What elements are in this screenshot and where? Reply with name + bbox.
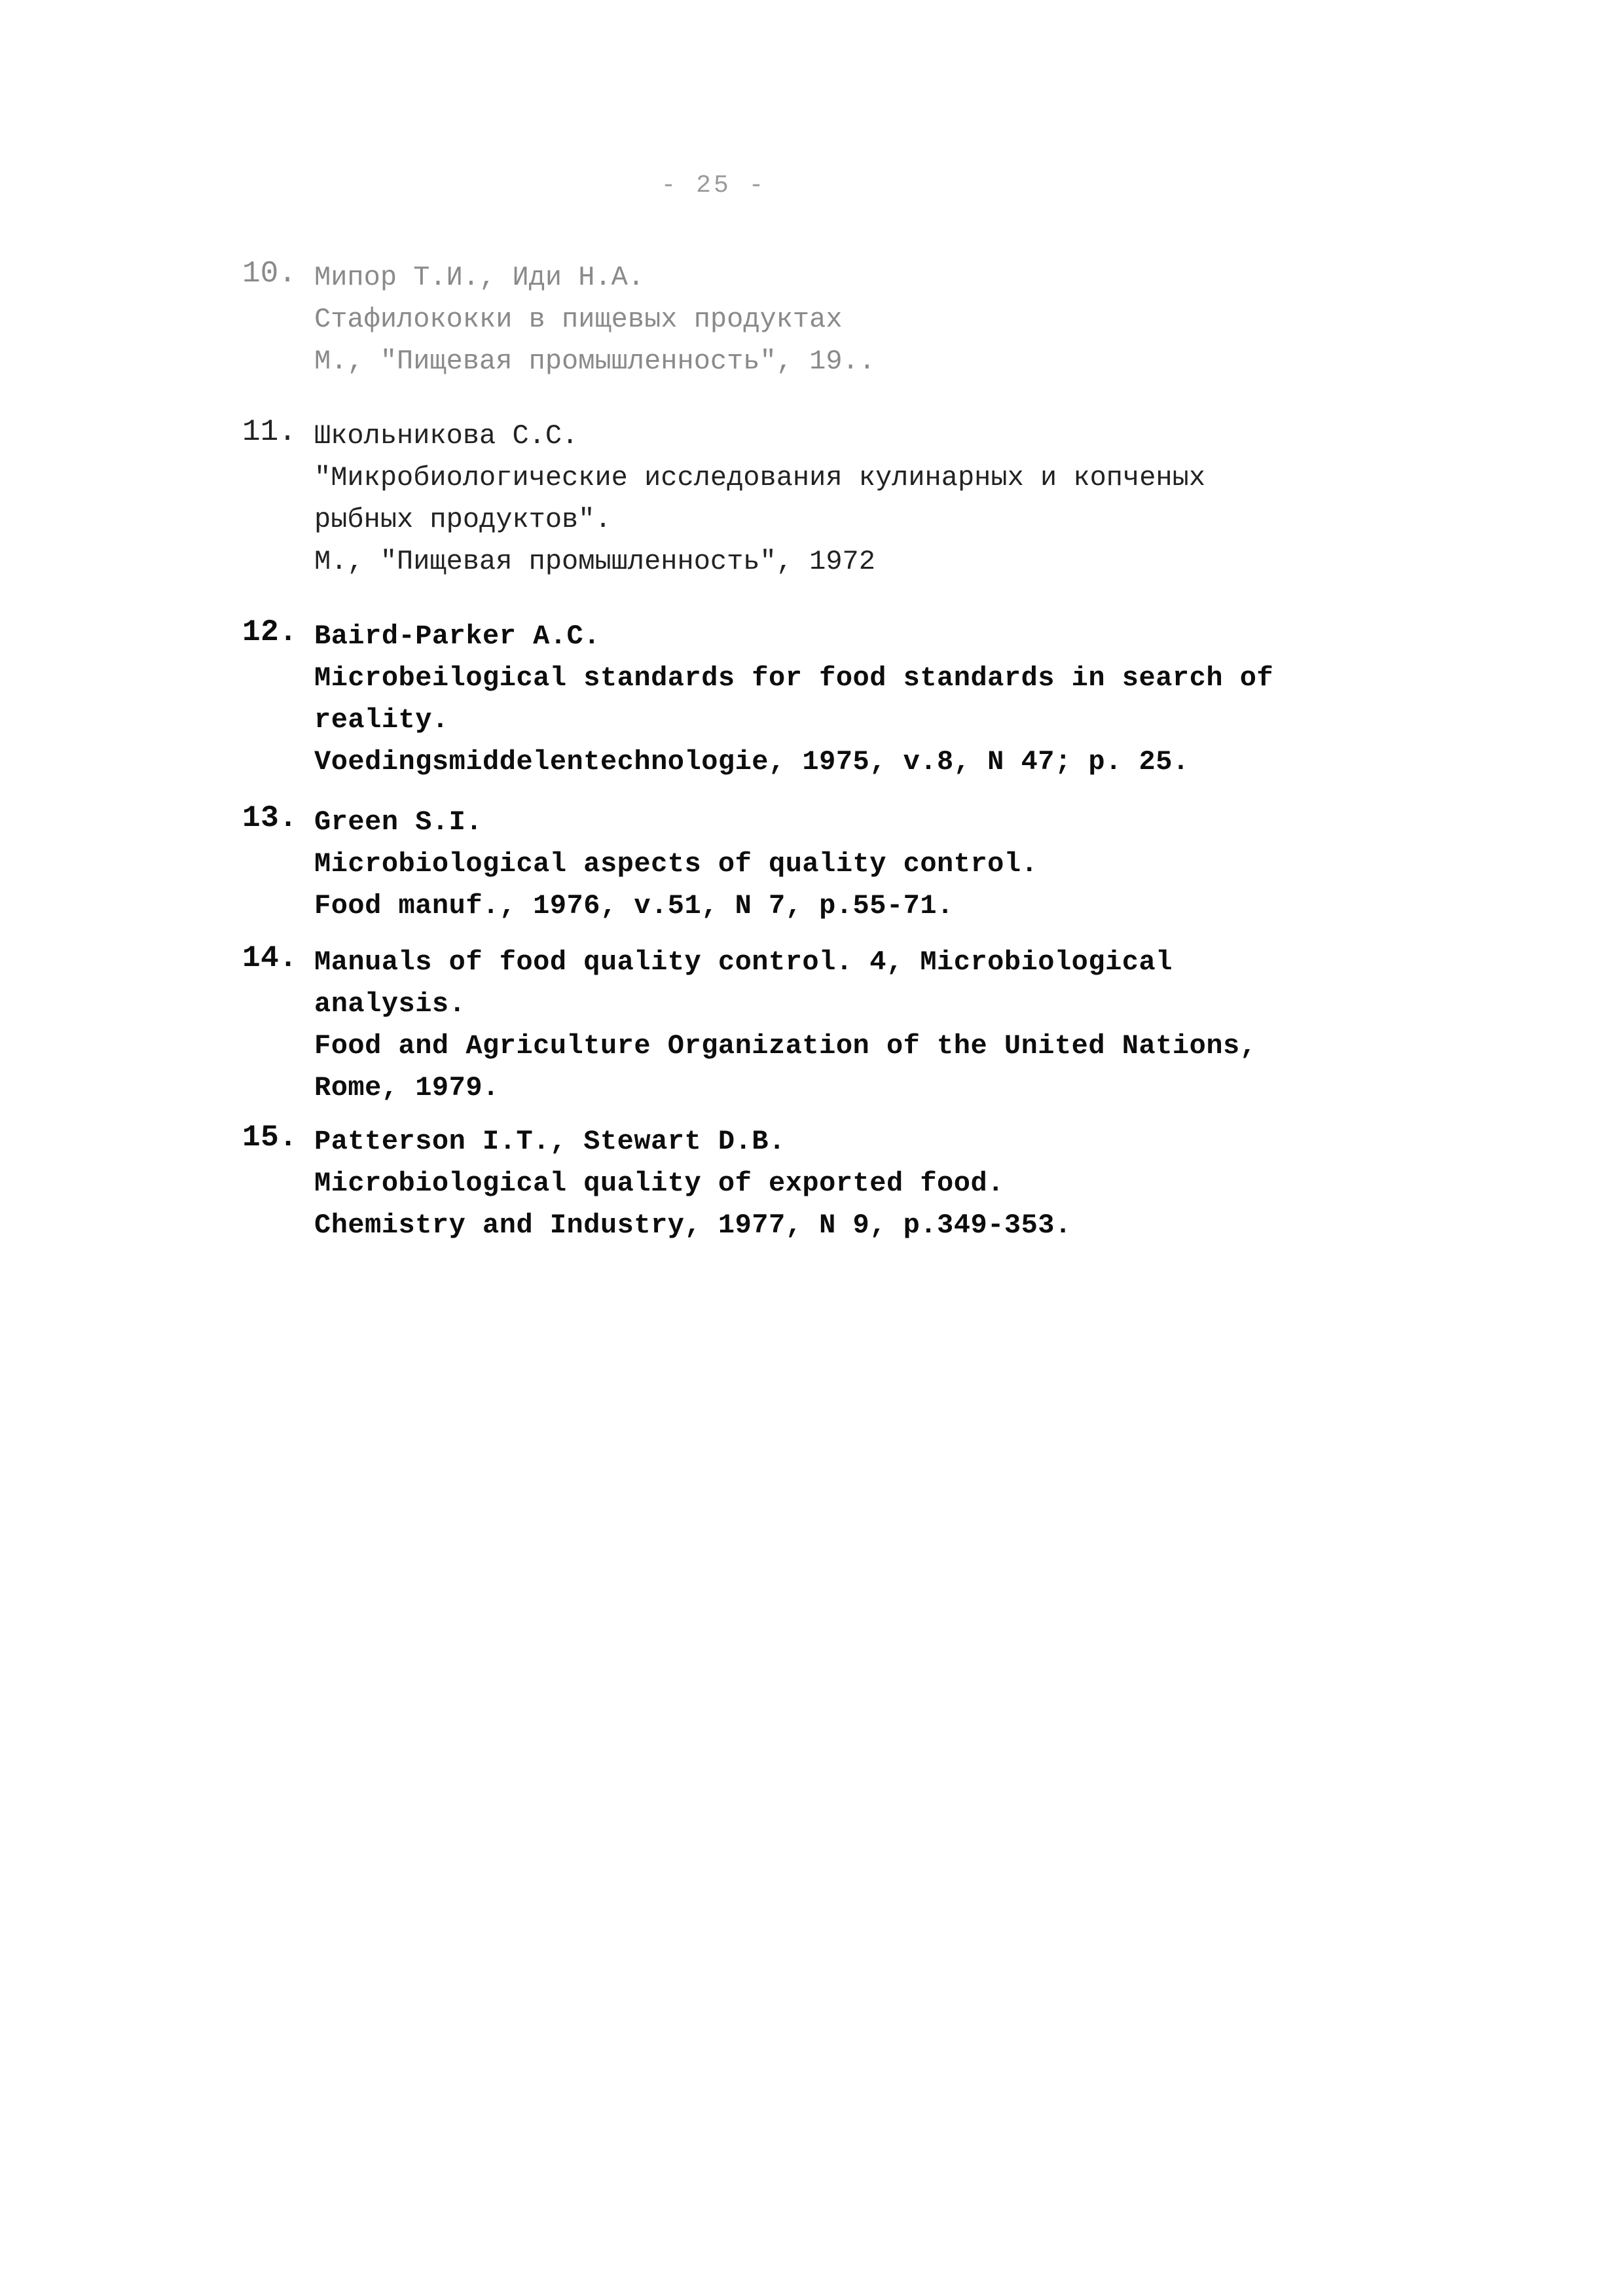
reference-source: М., "Пищевая промышленность", 1972 <box>314 546 875 577</box>
reference-source: Chemistry and Industry, 1977, N 9, p.349-353. <box>314 1210 1072 1241</box>
reference-number: 15. <box>242 1121 298 1155</box>
reference-number: 11. <box>242 415 297 449</box>
reference-title-cont: analysis. <box>314 988 466 1020</box>
reference-title: Microbiological quality of exported food. <box>314 1168 1004 1199</box>
page-number: - 25 - <box>661 171 767 200</box>
reference-title: Manuals of food quality control. 4, Microbiological <box>314 946 1173 978</box>
reference-publisher: Food and Agriculture Organization of the United Nations, <box>314 1030 1257 1062</box>
reference-authors: Patterson I.T., Stewart D.B. <box>314 1126 786 1157</box>
reference-authors: Мипор Т.И., Иди Н.А. <box>314 262 645 293</box>
reference-title: Стафилококки в пищевых продуктах <box>314 304 843 335</box>
reference-number: 10. <box>242 257 297 291</box>
reference-title: Microbiological aspects of quality control. <box>314 848 1038 880</box>
reference-number: 13. <box>242 801 298 835</box>
reference-number: 14. <box>242 941 298 975</box>
reference-title: "Микробиологические исследования кулинарных и копченых <box>314 462 1206 493</box>
reference-authors: Green S.I. <box>314 806 483 838</box>
reference-source: Voedingsmiddelentechnologie, 1975, v.8, N 47; p. 25. <box>314 746 1190 778</box>
reference-authors: Школьникова С.С. <box>314 420 579 452</box>
reference-title: Microbeilogical standards for food standards in search of <box>314 662 1274 694</box>
reference-number: 12. <box>242 615 298 649</box>
reference-title-cont: рыбных продуктов". <box>314 504 611 535</box>
reference-source: М., "Пищевая промышленность", 19.. <box>314 346 875 377</box>
reference-source: Food manuf., 1976, v.51, N 7, p.55-71. <box>314 890 954 922</box>
reference-source: Rome, 1979. <box>314 1072 500 1103</box>
reference-title-cont: reality. <box>314 704 449 736</box>
reference-authors: Baird-Parker A.C. <box>314 620 600 652</box>
